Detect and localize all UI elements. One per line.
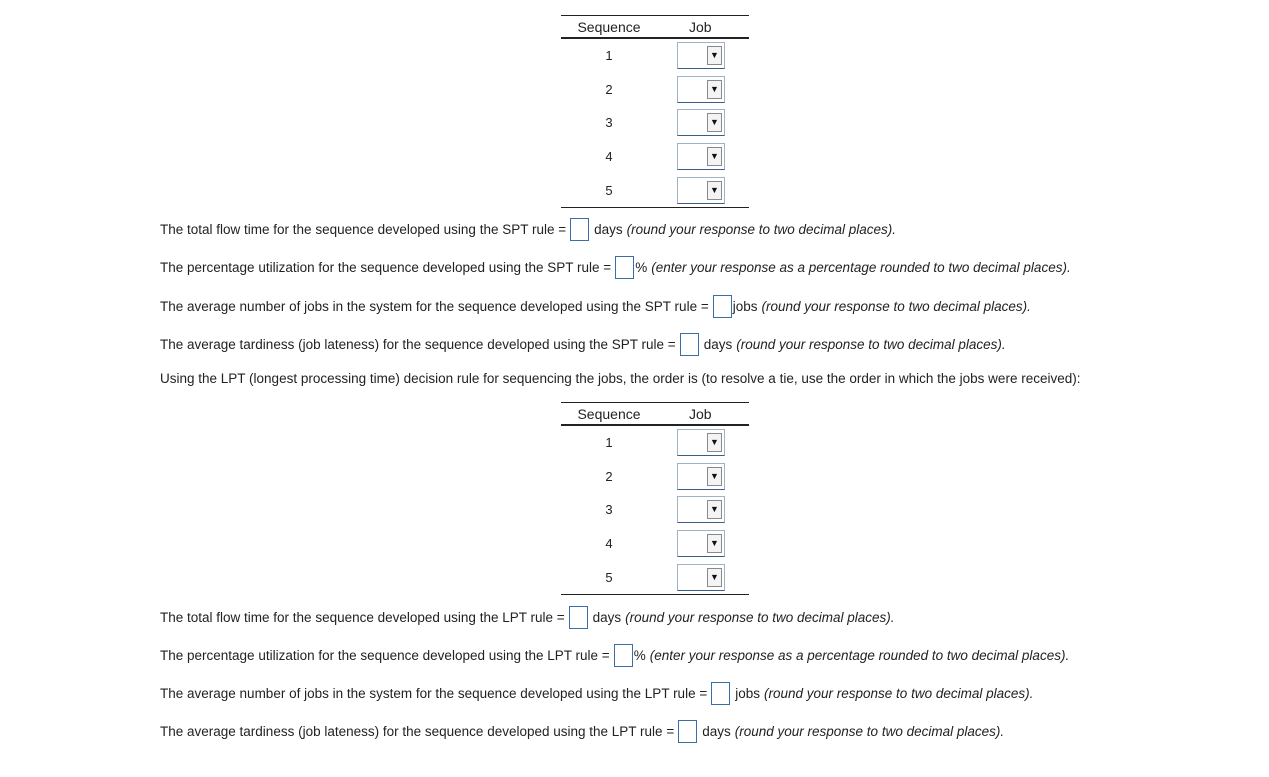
lpt-job-select-1[interactable]: [677, 429, 725, 456]
hint-text: (round your response to two decimal places).: [736, 336, 1006, 352]
table-row: [561, 460, 749, 494]
lpt-job-select-3[interactable]: [677, 496, 725, 523]
lpt-job-select-2[interactable]: [677, 463, 725, 490]
unit-label: days: [594, 221, 623, 237]
unit-label: days: [702, 723, 731, 739]
lpt-avg-jobs-question: [160, 680, 1033, 706]
sequence-number: 1: [605, 48, 613, 64]
lpt-job-select-5[interactable]: [677, 564, 725, 591]
hint-text: (round your response to two decimal places).: [626, 221, 897, 237]
triangle-down-icon[interactable]: ▼: [707, 46, 722, 65]
triangle-down-icon[interactable]: ▼: [707, 568, 722, 587]
sequence-number: 4: [605, 149, 613, 165]
spt-job-select-2[interactable]: [677, 76, 725, 103]
table-row: [561, 527, 749, 561]
lpt-job-select-4[interactable]: [677, 530, 725, 557]
lpt-sequence-table: [561, 402, 749, 595]
question-label: The average number of jobs in the system for the sequence developed using the SPT rule =: [160, 298, 709, 314]
sequence-number: 4: [605, 536, 613, 552]
hint-text: (round your response to two decimal places).: [763, 685, 1034, 701]
lpt-tardiness-question: [160, 718, 1004, 744]
triangle-down-icon[interactable]: ▼: [707, 147, 722, 166]
question-label: The average tardiness (job lateness) for the sequence developed using the LPT rule =: [160, 723, 675, 739]
unit-label: jobs: [735, 685, 760, 701]
triangle-down-icon[interactable]: ▼: [707, 467, 722, 486]
table-row: [561, 73, 749, 107]
sequence-number: 3: [605, 115, 613, 131]
unit-label: days: [592, 609, 622, 625]
hint-text: (round your response to two decimal places).: [734, 723, 1005, 739]
unit-label: %: [635, 259, 648, 275]
hint-text: (enter your response as a percentage rounded to two decimal places).: [651, 259, 1071, 275]
spt-avg-jobs-input[interactable]: [713, 295, 732, 318]
spt-flow-time-question: [160, 216, 896, 242]
sequence-number: 5: [561, 173, 657, 207]
sequence-number: 3: [605, 502, 613, 518]
hint-text: (round your response to two decimal places).: [625, 609, 895, 625]
question-label: The average tardiness (job lateness) for the sequence developed using the SPT rule =: [160, 336, 676, 352]
table-row: [561, 140, 749, 174]
table-row: [561, 493, 749, 527]
lpt-job-header: Job: [657, 403, 749, 426]
question-label: The total flow time for the sequence developed using the LPT rule =: [160, 609, 565, 625]
lpt-utilization-question: [160, 642, 1069, 668]
table-row: [561, 38, 749, 73]
lpt-tardiness-input[interactable]: [678, 720, 697, 743]
spt-tardiness-input[interactable]: [680, 333, 699, 356]
lpt-sequence-header: Sequence: [561, 403, 657, 426]
lpt-utilization-input[interactable]: [614, 644, 633, 667]
sequence-number: 2: [605, 81, 613, 97]
spt-job-select-3[interactable]: [677, 109, 725, 136]
question-label: The total flow time for the sequence developed using the SPT rule =: [160, 221, 567, 237]
hint-text: (round your response to two decimal places).: [761, 298, 1031, 314]
triangle-down-icon[interactable]: ▼: [707, 433, 722, 452]
triangle-down-icon[interactable]: ▼: [707, 500, 722, 519]
unit-label: days: [703, 336, 733, 352]
spt-tardiness-question: [160, 331, 1006, 357]
spt-flow-time-input[interactable]: [570, 218, 589, 241]
spt-job-select-1[interactable]: [677, 42, 725, 69]
lpt-instruction: Using the LPT (longest processing time) decision rule for sequencing the jobs, the order is (to resolve a tie, use the order in which the jobs were received):: [160, 371, 1081, 386]
triangle-down-icon[interactable]: ▼: [707, 181, 722, 200]
triangle-down-icon[interactable]: ▼: [707, 534, 722, 553]
lpt-flow-time-question: [160, 604, 895, 630]
spt-sequence-header: Sequence: [561, 16, 657, 39]
table-row: [561, 106, 749, 140]
spt-job-select-4[interactable]: [677, 143, 725, 170]
sequence-number: 5: [561, 560, 657, 594]
triangle-down-icon[interactable]: ▼: [707, 80, 722, 99]
sequence-number: 1: [605, 435, 613, 451]
triangle-down-icon[interactable]: ▼: [707, 113, 722, 132]
spt-job-select-5[interactable]: [677, 177, 725, 204]
lpt-avg-jobs-input[interactable]: [711, 682, 730, 705]
table-row: [561, 425, 749, 460]
unit-label: %: [633, 647, 646, 663]
spt-avg-jobs-question: [160, 293, 1031, 319]
spt-job-header: Job: [657, 16, 749, 39]
table-row: [561, 173, 749, 207]
question-label: The percentage utilization for the sequence developed using the SPT rule =: [160, 259, 612, 275]
spt-sequence-table: [561, 15, 749, 208]
spt-utilization-input[interactable]: [615, 256, 634, 279]
lpt-flow-time-input[interactable]: [569, 606, 588, 629]
question-label: The percentage utilization for the sequence developed using the LPT rule =: [160, 647, 610, 663]
question-label: The average number of jobs in the system for the sequence developed using the LPT rule =: [160, 685, 708, 701]
spt-utilization-question: [160, 254, 1071, 280]
hint-text: (enter your response as a percentage rounded to two decimal places).: [649, 647, 1070, 663]
table-row: [561, 560, 749, 594]
unit-label: jobs: [732, 298, 758, 314]
sequence-number: 2: [605, 468, 613, 484]
